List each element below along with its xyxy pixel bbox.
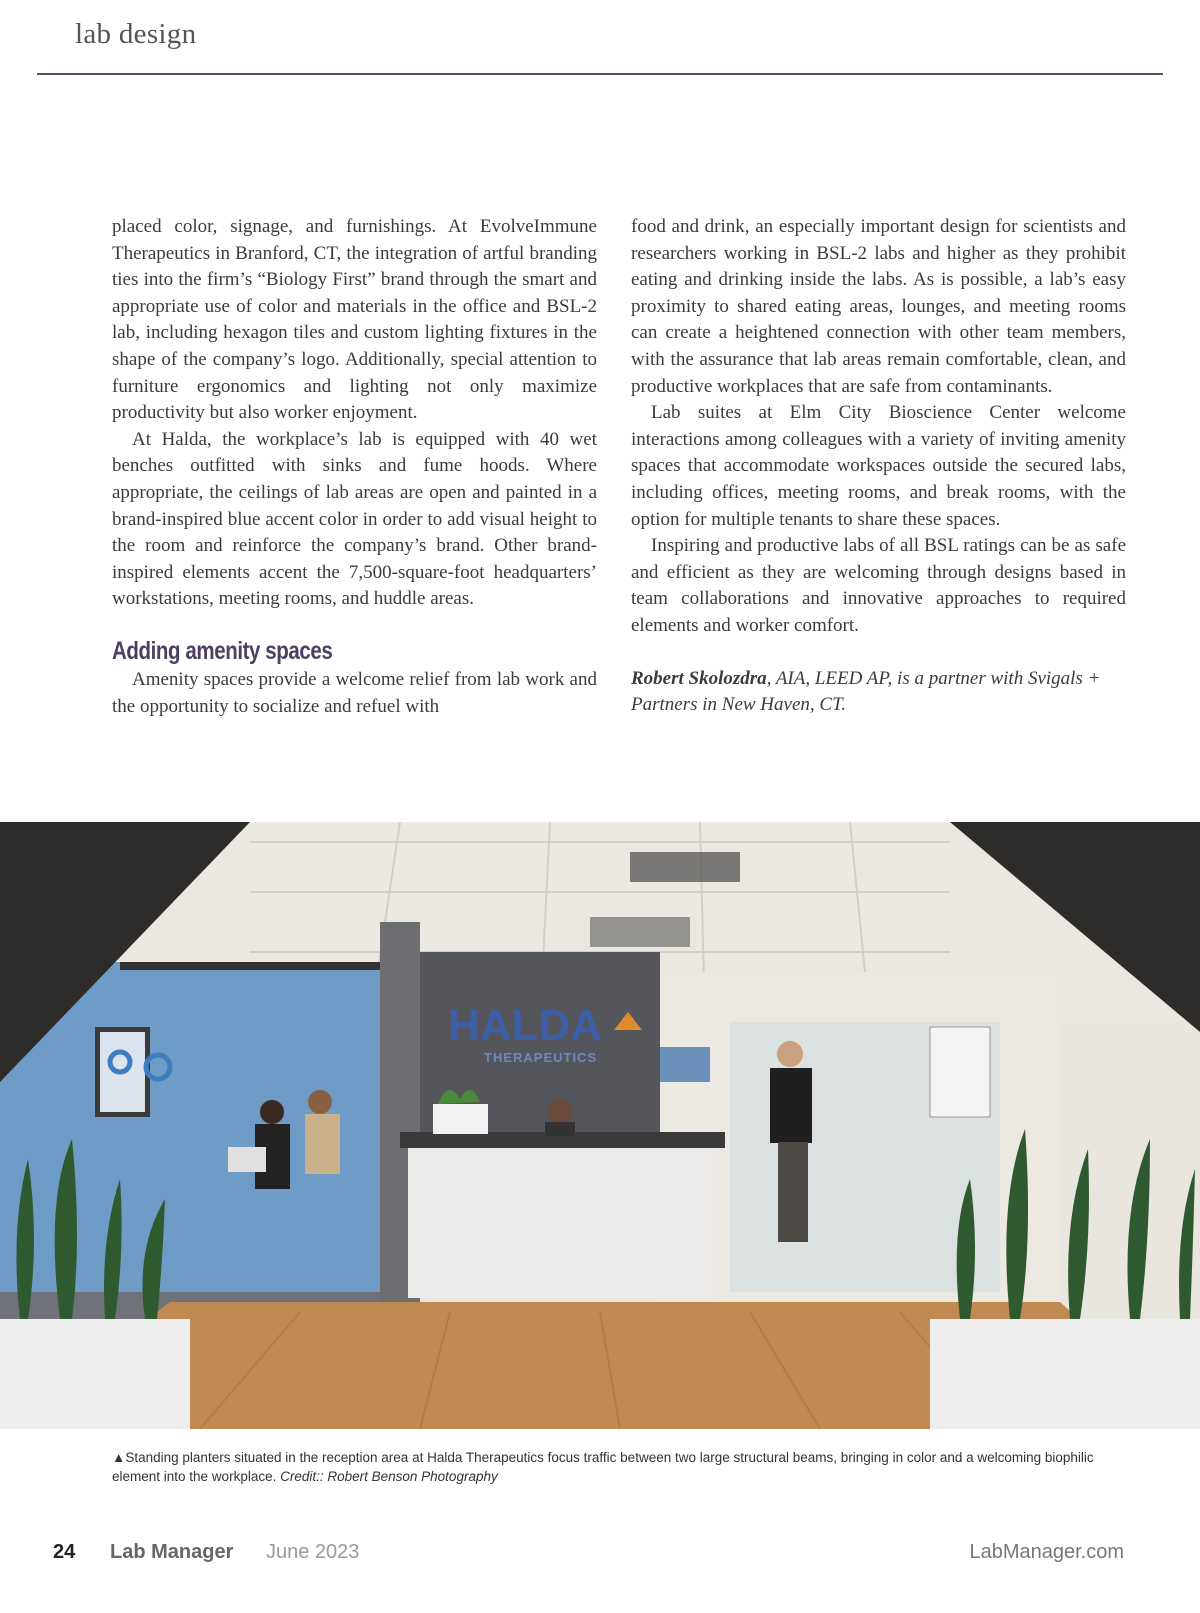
paragraph: At Halda, the workplace’s lab is equipped with 40 wet benches outfitted with sinks and fume hoods. Where appropriate, the ceilings of lab areas are open and painted in a brand-inspired blue accent color in order to add visual height to the room and reinforce the company’s brand. Other brand-inspired elements accent the 7,500-square-foot headquarters’ workstations, meeting rooms, and huddle areas. [112,428,597,610]
paragraph: Inspiring and productive labs of all BSL ratings can be as safe and efficient as they are welcoming through designs based in team collaborations and innovative approaches to required elements and worker comfort. [631,535,1126,636]
page-number: 24 [53,1541,76,1563]
author-bio: , AIA, LEED AP, is a partner with Svigals + Partners in New Haven, CT. [631,667,1101,716]
halda-sign: HALDA [448,1001,602,1050]
section-label: lab design [75,18,197,50]
paragraph: Amenity spaces provide a welcome relief from lab work and the opportunity to socialize and refuel with [112,668,597,717]
article-column-left [112,214,597,720]
photo-caption [112,1448,1112,1486]
author-name: Robert Skolozdra [631,667,767,689]
issue-date: June 2023 [266,1541,360,1563]
header-rule [37,73,1163,75]
halda-sign-sub: THERAPEUTICS [484,1050,598,1065]
paragraph: food and drink, an especially important design for scientists and researchers working in BSL-2 labs and higher as they prohibit eating and drinking inside the labs. As is possible, a lab’s easy proximity to shared eating areas, lounges, and meeting rooms can create a heightened connection with other team members, with the assurance that lab areas remain comfortable, clean, and productive workplaces that are safe from contaminants. [631,216,1126,397]
caption-credit: Credit:: Robert Benson Photography [280,1469,498,1484]
caption-marker-icon: ▲ [112,1450,126,1465]
paragraph: placed color, signage, and furnishings. At EvolveImmune Therapeutics in Branford, CT, the integration of artful branding ties into the firm’s “Biology First” brand through the smart and appropriate use of color and materials in the office and BSL-2 lab, including hexagon tiles and custom lighting fixtures in the shape of the company’s logo. Additionally, special attention to furniture ergonomics and lighting not only maximize productivity but also worker enjoyment. [112,216,597,424]
reception-photo [0,822,1200,1429]
website-link[interactable]: LabManager.com [969,1541,1124,1563]
paragraph: Lab suites at Elm City Bioscience Center welcome interactions among colleagues with a variety of inviting amenity spaces that accommodate workspaces outside the secured labs, including offices, meeting rooms, and break rooms, with the option for multiple tenants to share these spaces. [631,402,1126,530]
article-column-right [631,214,1126,719]
author-byline [631,666,1126,719]
section-heading: Adding amenity spaces [112,636,333,665]
magazine-name: Lab Manager [110,1541,234,1563]
caption-text: Standing planters situated in the reception area at Halda Therapeutics focus traffic between two large structural beams, bringing in color and a welcoming biophilic element into the workplace. [112,1450,1094,1484]
